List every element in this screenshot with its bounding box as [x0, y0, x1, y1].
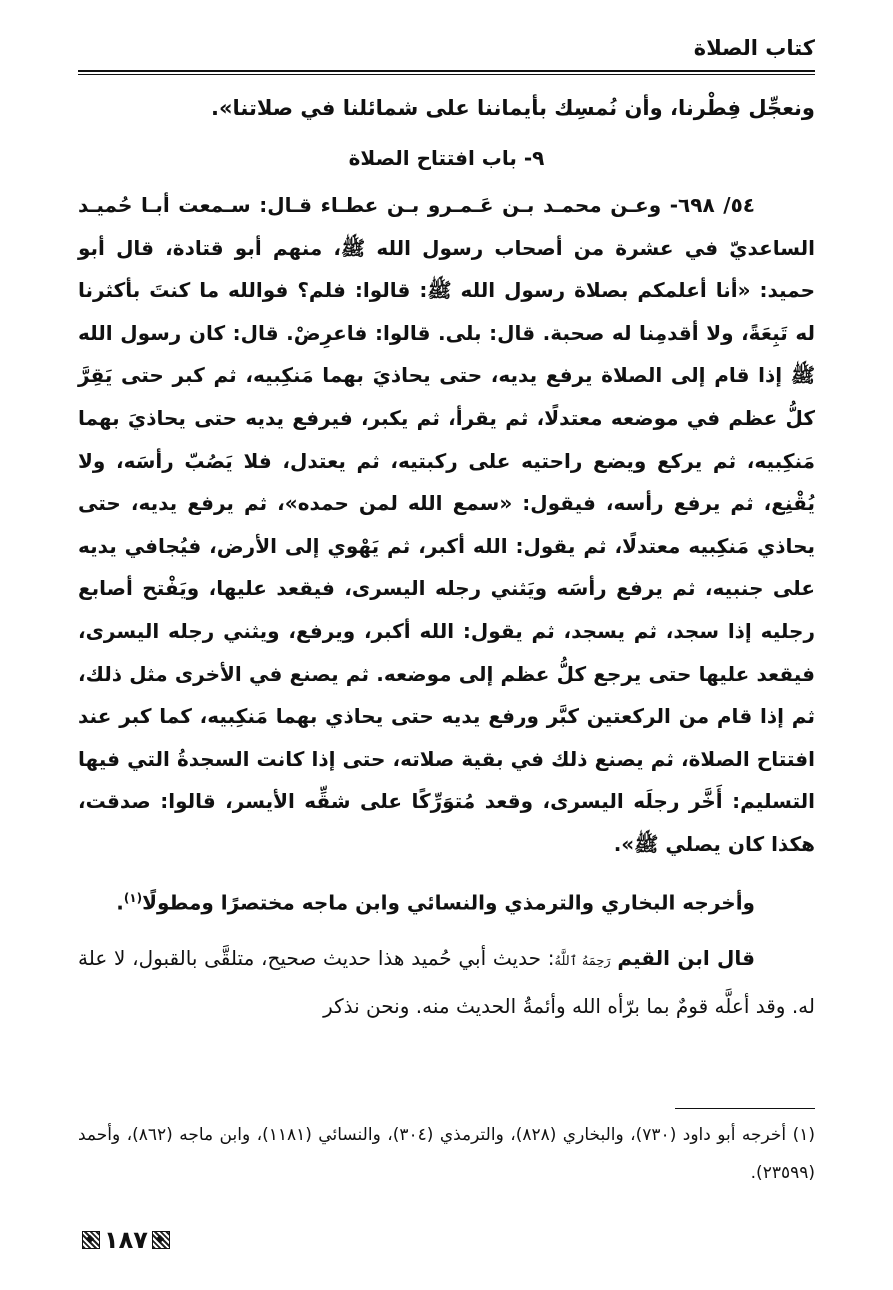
continuation-paragraph: ونعجِّل فِطْرنا، وأن نُمسِك بأيماننا على شمائلنا في صلاتنا».: [210, 96, 815, 120]
takhrij-text: وأخرجه البخاري والترمذي والنسائي وابن ماجه مختصرًا ومطولًا: [142, 890, 755, 915]
page-number: ١٨٧: [104, 1226, 148, 1254]
ornament-icon: [152, 1231, 170, 1249]
footnote: (١) أخرجه أبو داود (٧٣٠)، والبخاري (٨٢٨)، والترمذي (٣٠٤)، والنسائي (١١٨١)، وابن ماجه (٨٦٢)، وأحمد (٢٣٥٩٩).: [78, 1125, 815, 1183]
commentary-text: : حديث أبي حُميد هذا حديث صحيح، متلقَّى بالقبول، لا علة له. وقد أعلَّه قومٌ بما برّأه الله وأئمةُ الحديث منه. ونحن نذكر: [78, 946, 815, 1019]
footnote-ref[interactable]: (١): [123, 890, 143, 905]
commentary-paragraph: [78, 936, 815, 1028]
ornament-icon: [82, 1231, 100, 1249]
commentary-speaker: قال ابن القيم: [617, 946, 756, 971]
takhrij-paragraph: [78, 876, 815, 925]
section-heading: ٩- باب افتتاح الصلاة: [348, 146, 545, 170]
page-number-block: [82, 1226, 170, 1254]
header-rule-thin: [78, 74, 815, 75]
main-text: [78, 86, 815, 1028]
header-rule: [78, 70, 815, 72]
hadith-paragraph: ٥٤/ ٦٩٨- وعـن محمـد بـن عَـمـرو بـن عطـاء قـال: سـمعت أبـا حُميـد الساعديّ في عشرة من أصحاب رسول الله ﷺ، منهم أبو قتادة، قال أبو حميد: «أنا أعلمكم بصلاة رسول الله ﷺ: قالوا: فلم؟ فوالله ما كنتَ بأكثرنا له تَبِعَةً، ولا أقدمِنا له صحبة. قال: بلى. قالوا: فاعرِضْ. قال: كان رسول الله ﷺ إذا قام إلى الصلاة يرفع يديه، حتى يحاذيَ بهما مَنكِبيه، ثم كبر حتى يَقِرَّ كلُّ عظم في موضعه معتدلًا، ثم يقرأ، ثم يكبر، فيرفع يديه حتى يحاذيَ بهما مَنكِبيه، ثم يركع ويضع راحتيه على ركبتيه، ثم يعتدل، فلا يَصُبّ رأسَه، ولا يُقْنِع، ثم يرفع رأسه، فيقول: «سمع الله لمن حمده»، ثم يرفع يديه، حتى يحاذي مَنكِبيه معتدلًا، ثم يقول: الله أكبر، ثم يَهْوي إلى الأرض، فيُجافي يديه على جنبيه، ثم يرفع رأسَه ويَثني رجله اليسرى، فيقعد عليها، ويَفْتح أصابع رجليه إذا سجد، ثم يسجد، ثم يقول: الله أكبر، ويرفع، ويثني رجله اليسرى، فيقعد عليها حتى يرجع كلُّ عظم إلى موضعه. ثم يصنع في الأخرى مثل ذلك، ثم إذا قام من الركعتين كبَّر ورفع يديه حتى يحاذي بهما مَنكِبيه، كما كبر عند افتتاح الصلاة، ثم يصنع ذلك في بقية صلاته، حتى إذا كانت السجدةُ التي فيها التسليم: أَخَّر رجلَه اليسرى، وقعد مُتوَرِّكًا على شقِّه الأيسر، قالوا: صدقت، هكذا كان يصلي ﷺ».: [78, 193, 815, 856]
running-header-title: كتاب الصلاة: [693, 36, 815, 60]
takhrij-end: .: [116, 890, 124, 915]
honorific: رَحِمَهُ ٱللَّهُ: [554, 954, 611, 970]
footnote-separator: [675, 1108, 815, 1109]
